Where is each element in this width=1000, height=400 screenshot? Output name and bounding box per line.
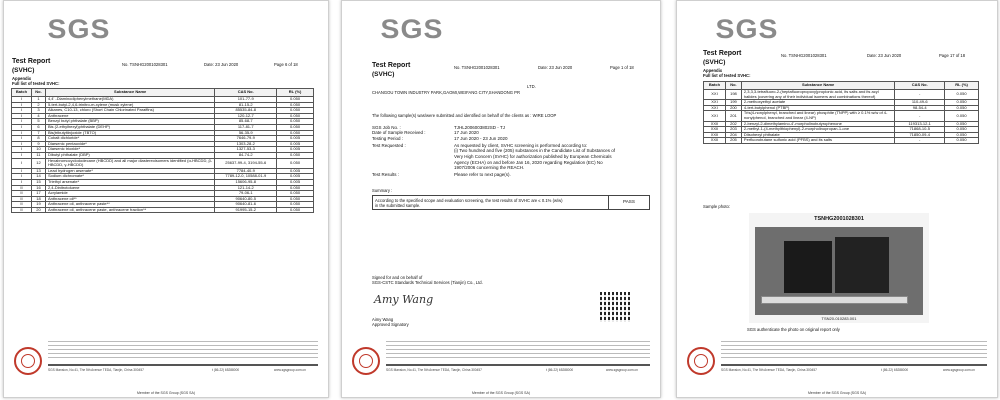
no-cell: 11 bbox=[31, 152, 45, 158]
no-cell: 6 bbox=[31, 124, 45, 130]
no-cell: 205 bbox=[725, 138, 741, 144]
footer-address: SGS Mansion, No.41, The 5th Avenue TEDA, Tianjin, China 300457 bbox=[386, 368, 482, 372]
photo-auth-note: SGS authenticate the photo on original report only bbox=[747, 327, 840, 332]
svhc-table bbox=[703, 81, 979, 144]
no-cell: 12 bbox=[31, 158, 45, 168]
report-field-row bbox=[372, 165, 647, 171]
no-cell: 198 bbox=[725, 90, 741, 100]
footer-member: Member of the SGS Group (SGS SA) bbox=[808, 391, 866, 395]
summary-label: Summary : bbox=[372, 188, 393, 193]
substance-cell: 5-tert-butyl-2,4,6-trinitro-m-xylene (musk xylene) bbox=[45, 102, 214, 108]
batch-cell: XXI bbox=[704, 105, 726, 111]
substance-cell: 2,3,3,3-tetrafluoro-2-(heptafluoropropoxy)propionic acid, its salts and its acyl halides (covering any of their individual isomers and combinations thereof) bbox=[741, 90, 894, 100]
no-cell: 202 bbox=[725, 121, 741, 127]
footer-phone: t (86-22) 65288000 bbox=[881, 368, 909, 372]
rl-cell: 0.050 bbox=[277, 124, 314, 130]
batch-cell: II bbox=[12, 185, 32, 191]
report-subtitle: (SVHC) bbox=[372, 71, 395, 78]
batch-cell: II bbox=[12, 191, 32, 197]
substance-cell: Hexabromocyclododecane (HBCDD) and all major diastereoisomers identified (α-HBCDD, β-HBCDD, γ-HBCDD) bbox=[45, 158, 214, 168]
page-number: Page 1 of 18 bbox=[610, 65, 634, 70]
substance-cell: Cobalt dichloride* bbox=[45, 136, 214, 142]
rl-cell: 0.005 bbox=[277, 174, 314, 180]
report-page-17 bbox=[676, 0, 998, 398]
ruler bbox=[761, 296, 908, 304]
rl-cell: 0.050 bbox=[277, 196, 314, 202]
substance-cell: Diarsenic trioxide* bbox=[45, 147, 214, 153]
column-header: Substance Name bbox=[45, 89, 214, 97]
no-cell: 8 bbox=[31, 136, 45, 142]
full-list-label: Full list of tested SVHC: bbox=[12, 81, 60, 86]
rl-cell: 0.005 bbox=[277, 147, 314, 153]
substance-cell: 4-tert-butylphenol (PTBP) bbox=[741, 105, 894, 111]
field-value: 17 Jun 2020 bbox=[454, 130, 479, 136]
field-label: Testing Period : bbox=[372, 135, 404, 141]
column-header: Batch bbox=[12, 89, 32, 97]
field-value: TJHL2006003802SD - TJ bbox=[454, 124, 505, 130]
substance-cell: Anthracene oil, anthracene paste** bbox=[45, 202, 214, 208]
signature: Amy Wang bbox=[374, 293, 434, 306]
no-cell: 200 bbox=[725, 105, 741, 111]
substance-cell: 2-benzyl-2-dimethylamino-4'-morpholinobutyrophenone bbox=[741, 121, 894, 127]
no-cell: 2 bbox=[31, 102, 45, 108]
batch-cell: XXII bbox=[704, 127, 726, 133]
substance-cell: 2,4-Dinitrotoluene bbox=[45, 185, 214, 191]
field-label: SGS Job No. : bbox=[372, 124, 401, 130]
footer-address: SGS Mansion, No.41, The 5th Avenue TEDA, Tianjin, China 300457 bbox=[48, 368, 144, 372]
no-cell: 20 bbox=[31, 207, 45, 213]
no-cell: 199 bbox=[725, 100, 741, 106]
full-list-label: Full list of tested SVHC: bbox=[703, 73, 751, 78]
report-subtitle: (SVHC) bbox=[703, 59, 726, 66]
page-number: Page 6 of 18 bbox=[274, 62, 298, 67]
rl-cell: 0.050 bbox=[277, 108, 314, 114]
rl-cell: 0.050 bbox=[277, 152, 314, 158]
report-number: No. TSNHG2001028301 bbox=[781, 53, 827, 58]
batch-cell: I bbox=[12, 108, 32, 114]
batch-cell: I bbox=[12, 119, 32, 125]
no-cell: 10 bbox=[31, 147, 45, 153]
cas-cell: 84-74-2 bbox=[215, 152, 277, 158]
sample-photo bbox=[749, 213, 929, 323]
field-label: Test Results : bbox=[372, 172, 400, 178]
rl-cell: 0.050 bbox=[277, 97, 314, 103]
cas-cell: - bbox=[895, 90, 945, 100]
column-header: CAS No. bbox=[215, 89, 277, 97]
substance-cell: Sodium dichromate* bbox=[45, 174, 214, 180]
report-date: Date: 23 Jun 2020 bbox=[204, 62, 239, 67]
sample-intro: The following sample(s) was/were submitted and identified on behalf of the clients as : WIRE LOOP bbox=[372, 113, 557, 118]
cas-cell: 79-06-1 bbox=[215, 191, 277, 197]
report-number: No. TSNHG2001028301 bbox=[122, 62, 168, 67]
column-header: RL (%) bbox=[945, 82, 979, 90]
batch-cell: XXI bbox=[704, 111, 726, 121]
field-value: (i) Two hundred and five (205) substances in the Candidate List of Substances of bbox=[454, 148, 616, 154]
substance-cell: 4,4' -Diaminodiphenylmethane(MDA) bbox=[45, 97, 214, 103]
no-cell: 15 bbox=[31, 179, 45, 185]
cas-cell: 90640-81-6 bbox=[215, 202, 277, 208]
signer-name: Aimy Wang bbox=[372, 317, 394, 322]
footer-web: www.sgsgroup.com.cn bbox=[943, 368, 975, 372]
substance-cell: Diisohexyl phthalate bbox=[741, 132, 894, 138]
batch-cell: I bbox=[12, 136, 32, 142]
rl-cell: 0.005 bbox=[277, 141, 314, 147]
signing-company: SGS-CSTC Standards Technical Services (Tianjin) Co., Ltd. bbox=[372, 280, 483, 285]
batch-cell: I bbox=[12, 124, 32, 130]
signer-role: Approved Signatory bbox=[372, 322, 409, 327]
no-cell: 5 bbox=[31, 119, 45, 125]
sgs-stamp bbox=[352, 347, 380, 375]
substance-cell: 2-methoxyethyl acetate bbox=[741, 100, 894, 106]
field-label: Date of Sample Received : bbox=[372, 130, 426, 136]
rl-cell: 0.050 bbox=[945, 121, 979, 127]
page-footer bbox=[350, 337, 652, 395]
report-field-row bbox=[372, 136, 647, 142]
no-cell: 14 bbox=[31, 174, 45, 180]
sgs-stamp bbox=[687, 347, 715, 375]
rl-cell: 0.005 bbox=[277, 179, 314, 185]
report-page-6 bbox=[3, 0, 329, 398]
batch-cell: XXI bbox=[704, 100, 726, 106]
batch-cell: I bbox=[12, 141, 32, 147]
substance-cell: Benzyl butyl phthalate (BBP) bbox=[45, 119, 214, 125]
batch-cell: I bbox=[12, 174, 32, 180]
substance-cell: Acrylamide bbox=[45, 191, 214, 197]
no-cell: 1 bbox=[31, 97, 45, 103]
sgs-logo: SGS bbox=[715, 14, 779, 44]
photo-label: TSNHG2001028301 bbox=[814, 216, 864, 222]
rl-cell: 0.050 bbox=[277, 130, 314, 136]
report-date: Date: 23 Jun 2020 bbox=[538, 65, 573, 70]
batch-cell: I bbox=[12, 158, 32, 168]
footer-member: Member of the SGS Group (SGS SA) bbox=[472, 391, 530, 395]
no-cell: 9 bbox=[31, 141, 45, 147]
rl-cell: 0.050 bbox=[277, 119, 314, 125]
no-cell: 18 bbox=[31, 196, 45, 202]
substance-cell: Bis(tributyltin)oxide (TBTO) bbox=[45, 130, 214, 136]
no-cell: 7 bbox=[31, 130, 45, 136]
footer-phone: t (86-22) 65288000 bbox=[212, 368, 240, 372]
field-value: As requested by client, SVHC screening is performed according to: bbox=[454, 142, 588, 148]
photo-caption: TSN20-010283.001 bbox=[821, 316, 857, 321]
cas-cell: 7646-79-9 bbox=[215, 136, 277, 142]
substance-cell: Bis (2-ethylhexyl)phthalate (DEHP) bbox=[45, 124, 214, 130]
column-header: No. bbox=[725, 82, 741, 90]
wire-loop-sample-1 bbox=[784, 241, 832, 293]
appendix-label: Appendix bbox=[703, 68, 723, 73]
client-address: CHANGOU TOWN INDUSTRY PARK,GAOMI,WEIFANG CITY,SHANDONG PR bbox=[372, 90, 520, 95]
signed-label: Signed for and on behalf of bbox=[372, 275, 423, 280]
batch-cell: I bbox=[12, 179, 32, 185]
no-cell: 3 bbox=[31, 108, 45, 114]
cas-cell: 71868-10-5 bbox=[895, 127, 945, 133]
table-row bbox=[704, 111, 979, 121]
page-number: Page 17 of 18 bbox=[939, 53, 966, 58]
footer-web: www.sgsgroup.com.cn bbox=[274, 368, 306, 372]
batch-cell: I bbox=[12, 152, 32, 158]
no-cell: 4 bbox=[31, 113, 45, 119]
substance-cell: Alkanes, C10-13, chloro (Short Chain Chlorinated Paraffins) bbox=[45, 108, 214, 114]
cas-cell: 117-81-7 bbox=[215, 124, 277, 130]
summary-result: PASS bbox=[623, 199, 635, 204]
footer-address: SGS Mansion, No.41, The 5th Avenue TEDA, Tianjin, China 300457 bbox=[721, 368, 817, 372]
footer-member: Member of the SGS Group (SGS SA) bbox=[137, 391, 195, 395]
field-value: Very High Concern (SVHC) for authorization published by European Chemicals bbox=[454, 153, 612, 159]
no-cell: 201 bbox=[725, 111, 741, 121]
substance-cell: Tris(4-nonylphenyl, branched and linear) phosphite (TNPP) with ≥ 0.1% w/w of 4-nonylphenol, branched and linear (4-NP) bbox=[741, 111, 894, 121]
cas-cell: 25637-99-4, 3194-55-6 bbox=[215, 158, 277, 168]
substance-cell: Diarsenic pentaoxide* bbox=[45, 141, 214, 147]
cas-cell: 119313-12-1 bbox=[895, 121, 945, 127]
cas-cell: 85535-84-8 bbox=[215, 108, 277, 114]
report-subtitle: (SVHC) bbox=[12, 67, 35, 74]
field-label: Test Requested : bbox=[372, 142, 406, 148]
batch-cell: II bbox=[12, 202, 32, 208]
field-value: Please refer to next page(s). bbox=[454, 172, 511, 178]
summary-text: According to the specified scope and evaluation screening, the test results of SVHC are ≤ 0.1% (w/w) in the submitted sample. bbox=[375, 197, 563, 208]
rl-cell: 0.005 bbox=[277, 136, 314, 142]
cas-cell: 7784-40-9 bbox=[215, 168, 277, 174]
table-row bbox=[704, 138, 979, 144]
company-ltd: LTD. bbox=[527, 84, 536, 89]
svhc-table bbox=[11, 88, 314, 213]
field-value: Agency (ECHA) on and before Jan 16, 2020 regarding Regulation (EC) No bbox=[454, 159, 603, 165]
no-cell: 19 bbox=[31, 202, 45, 208]
batch-cell: I bbox=[12, 168, 32, 174]
sgs-logo: SGS bbox=[47, 14, 111, 44]
cas-cell: - bbox=[895, 111, 945, 121]
report-number: No. TSNHG2001028301 bbox=[454, 65, 500, 70]
cas-cell: 81-15-2 bbox=[215, 102, 277, 108]
no-cell: 17 bbox=[31, 191, 45, 197]
appendix-label: Appendix bbox=[12, 76, 32, 81]
wire-loop-sample-2 bbox=[835, 237, 889, 293]
rl-cell: 0.050 bbox=[945, 127, 979, 133]
batch-cell: XXI bbox=[704, 90, 726, 100]
no-cell: 203 bbox=[725, 127, 741, 133]
table-row bbox=[12, 207, 314, 213]
cas-cell: 1327-53-3 bbox=[215, 147, 277, 153]
page-footer bbox=[685, 337, 989, 395]
rl-cell: 0.050 bbox=[945, 105, 979, 111]
column-header: No. bbox=[31, 89, 45, 97]
no-cell: 16 bbox=[31, 185, 45, 191]
report-title: Test Report bbox=[372, 62, 411, 69]
batch-cell: XXII bbox=[704, 121, 726, 127]
footer-phone: t (86-22) 65288000 bbox=[546, 368, 574, 372]
substance-cell: Lead hydrogen arsenate* bbox=[45, 168, 214, 174]
batch-cell: I bbox=[12, 97, 32, 103]
rl-cell: 0.050 bbox=[945, 138, 979, 144]
no-cell: 204 bbox=[725, 132, 741, 138]
substance-cell: 2-methyl-1-(4-methylthiophenyl)-2-morpholinopropan-1-one bbox=[741, 127, 894, 133]
sgs-stamp bbox=[14, 347, 42, 375]
column-header: Substance Name bbox=[741, 82, 894, 90]
cas-cell: 56-35-9 bbox=[215, 130, 277, 136]
rl-cell: 0.050 bbox=[945, 100, 979, 106]
rl-cell: 0.050 bbox=[277, 207, 314, 213]
cas-cell: 7789-12-0, 10588-01-9 bbox=[215, 174, 277, 180]
substance-cell: Anthracene bbox=[45, 113, 214, 119]
report-fields bbox=[372, 123, 647, 178]
batch-cell: XXII bbox=[704, 132, 726, 138]
report-title: Test Report bbox=[703, 50, 742, 57]
batch-cell: II bbox=[12, 196, 32, 202]
rl-cell: 0.050 bbox=[945, 111, 979, 121]
cas-cell: 101-77-9 bbox=[215, 97, 277, 103]
cas-cell: 85-68-7 bbox=[215, 119, 277, 125]
page-footer bbox=[12, 337, 320, 395]
cas-cell: 98-54-4 bbox=[895, 105, 945, 111]
rl-cell: 0.050 bbox=[277, 113, 314, 119]
batch-cell: I bbox=[12, 113, 32, 119]
report-page-1 bbox=[341, 0, 661, 398]
substance-cell: Triethyl arsenate* bbox=[45, 179, 214, 185]
column-header: Batch bbox=[704, 82, 726, 90]
column-header: CAS No. bbox=[895, 82, 945, 90]
sgs-logo: SGS bbox=[380, 14, 444, 44]
field-value: 17 Jun 2020 - 23 Jun 2020 bbox=[454, 135, 508, 141]
field-value: 1907/2006 concerning the REACH. bbox=[454, 165, 525, 171]
report-field-row bbox=[372, 172, 647, 178]
summary-box bbox=[372, 195, 650, 210]
rl-cell: 0.050 bbox=[277, 202, 314, 208]
rl-cell: 0.005 bbox=[277, 168, 314, 174]
rl-cell: 0.050 bbox=[277, 185, 314, 191]
rl-cell: 0.050 bbox=[277, 102, 314, 108]
table-row bbox=[12, 158, 314, 168]
qr-code bbox=[600, 292, 630, 322]
rl-cell: 0.050 bbox=[945, 90, 979, 100]
substance-cell: Perfluorobutane sulfonic acid (PFBS) and its salts bbox=[741, 138, 894, 144]
no-cell: 13 bbox=[31, 168, 45, 174]
cas-cell: 121-14-2 bbox=[215, 185, 277, 191]
column-header: RL (%) bbox=[277, 89, 314, 97]
substance-cell: Dibutyl phthalate (DBP) bbox=[45, 152, 214, 158]
cas-cell: 71850-09-4 bbox=[895, 132, 945, 138]
cas-cell: 90640-80-5 bbox=[215, 196, 277, 202]
cas-cell: 91995-15-2 bbox=[215, 207, 277, 213]
substance-cell: Anthracene oil, anthracene paste, anthracene fraction** bbox=[45, 207, 214, 213]
cas-cell: 120-12-7 bbox=[215, 113, 277, 119]
cas-cell: - bbox=[895, 138, 945, 144]
substance-cell: Anthracene oil** bbox=[45, 196, 214, 202]
report-title: Test Report bbox=[12, 58, 51, 65]
cas-cell: 15606-95-8 bbox=[215, 179, 277, 185]
rl-cell: 0.050 bbox=[277, 191, 314, 197]
batch-cell: XXII bbox=[704, 138, 726, 144]
table-row bbox=[704, 90, 979, 100]
cas-cell: 1303-28-2 bbox=[215, 141, 277, 147]
batch-cell: I bbox=[12, 147, 32, 153]
sample-photo-label: Sample photo: bbox=[703, 204, 731, 209]
batch-cell: II bbox=[12, 207, 32, 213]
rl-cell: 0.050 bbox=[277, 158, 314, 168]
footer-web: www.sgsgroup.com.cn bbox=[606, 368, 638, 372]
batch-cell: I bbox=[12, 130, 32, 136]
batch-cell: I bbox=[12, 102, 32, 108]
report-date: Date: 23 Jun 2020 bbox=[867, 53, 902, 58]
rl-cell: 0.050 bbox=[945, 132, 979, 138]
cas-cell: 110-49-6 bbox=[895, 100, 945, 106]
